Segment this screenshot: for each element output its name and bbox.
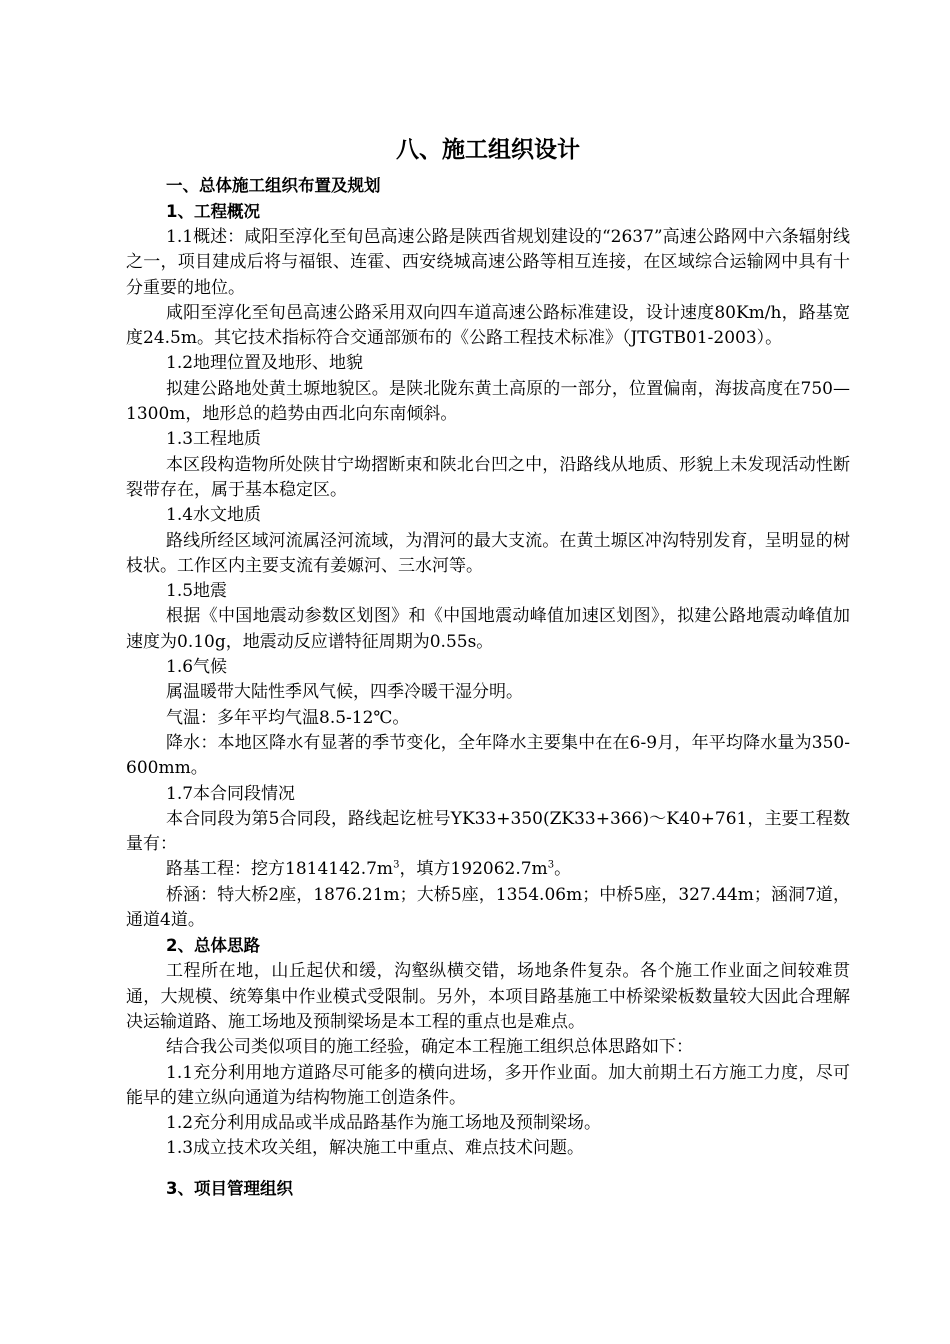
overview-label: 1.1概述： xyxy=(166,227,245,247)
geo-heading: 1.2地理位置及地形、地貌 xyxy=(166,353,364,374)
overview-paragraph xyxy=(126,225,850,301)
contract-heading: 1.7本合同段情况 xyxy=(166,783,296,804)
roadbed-paragraph xyxy=(126,857,850,882)
geo-paragraph: 拟建公路地处黄土塬地貌区。是陕北陇东黄土高原的一部分，位置偏南，海拔高度在750—1300m，地形总的趋势由西北向东南倾斜。 xyxy=(126,378,850,425)
standard-paragraph: 咸阳至淳化至旬邑高速公路采用双向四车道高速公路标准建设，设计速度80Km/h，路基宽度24.5m。其它技术指标符合交通部颁布的《公路工程技术标准》（JTGTB01-2003）。 xyxy=(126,302,850,349)
roadbed-unit-superscript: 3 xyxy=(393,859,400,871)
roadbed-text-mid: ，填方192062.7m xyxy=(399,859,548,880)
geology-paragraph: 本区段构造物所处陕甘宁坳摺断束和陕北台凹之中，沿路线从地质、形貌上未发现活动性断裂带存在，属于基本稳定区。 xyxy=(126,454,850,500)
quake-heading: 1.5地震 xyxy=(166,581,228,602)
approach-paragraph-2: 结合我公司类似项目的施工经验，确定本工程施工组织总体思路如下： xyxy=(166,1037,693,1058)
overview-text: 咸阳至淳化至旬邑高速公路是陕西省规划建设的“2637”高速公路网中六条辐射线之一，项目建成后将与福银、连霍、西安绕城高速公路等相互连接，在区域综合运输网中具有十分重要的地位。 xyxy=(126,227,850,298)
approach-item-3: 1.3成立技术攻关组，解决施工中重点、难点技术问题。 xyxy=(166,1138,585,1159)
roadbed-unit-superscript: 3 xyxy=(547,859,555,871)
subsection-heading-project-management: 3、项目管理组织 xyxy=(166,1178,293,1198)
bridge-paragraph: 桥涵：特大桥2座，1876.21m；大桥5座，1354.06m；中桥5座，327.44m；涵洞7道，通道4道。 xyxy=(126,884,850,931)
roadbed-text-end: 。 xyxy=(554,859,572,880)
rainfall-paragraph: 降水：本地区降水有显著的季节变化，全年降水主要集中在在6-9月，年平均降水量为350-600mm。 xyxy=(126,732,850,779)
approach-item-1: 1.1充分利用地方道路尽可能多的横向进场，多开作业面。加大前期土石方施工力度，尽可能早的建立纵向通道为结构物施工创造条件。 xyxy=(126,1062,850,1108)
contract-paragraph: 本合同段为第5合同段，路线起讫桩号YK33+350(ZK33+366)～K40+761，主要工程数量有： xyxy=(126,808,850,855)
subsection-heading-project-overview: 1、工程概况 xyxy=(166,202,260,221)
section-heading-overall-plan: 一、总体施工组织布置及规划 xyxy=(166,176,381,195)
temperature-paragraph: 气温：多年平均气温8.5-12℃。 xyxy=(166,707,410,728)
quake-paragraph: 根据《中国地震动参数区划图》和《中国地震动峰值加速区划图》，拟建公路地震动峰值加速度为0.10g，地震动反应谱特征周期为0.55s。 xyxy=(126,606,850,652)
roadbed-text-prefix: 路基工程：挖方1814142.7m xyxy=(166,859,394,880)
document-body xyxy=(126,173,850,1202)
hydro-heading: 1.4水文地质 xyxy=(166,505,262,526)
climate-heading: 1.6气候 xyxy=(166,657,228,678)
geology-heading: 1.3工程地质 xyxy=(166,429,262,450)
subsection-heading-overall-approach: 2、总体思路 xyxy=(166,936,260,956)
section-spacer xyxy=(126,1162,850,1176)
page-title: 八、施工组织设计 xyxy=(396,137,580,163)
climate-paragraph: 属温暖带大陆性季风气候，四季冷暖干湿分明。 xyxy=(166,682,523,703)
approach-paragraph-1: 工程所在地，山丘起伏和缓，沟壑纵横交错，场地条件复杂。各个施工作业面之间较难贯通，大规模、统筹集中作业模式受限制。另外，本项目路基施工中桥梁梁板数量较大因此合理解决运输道路、施工场地及预制梁场是本工程的重点也是难点。 xyxy=(126,961,850,1032)
approach-item-2: 1.2充分利用成品或半成品路基作为施工场地及预制梁场。 xyxy=(166,1113,602,1134)
hydro-paragraph: 路线所经区域河流属泾河流域，为渭河的最大支流。在黄土塬区冲沟特别发育，呈明显的树枝状。工作区内主要支流有姜嫄河、三水河等。 xyxy=(126,530,850,576)
